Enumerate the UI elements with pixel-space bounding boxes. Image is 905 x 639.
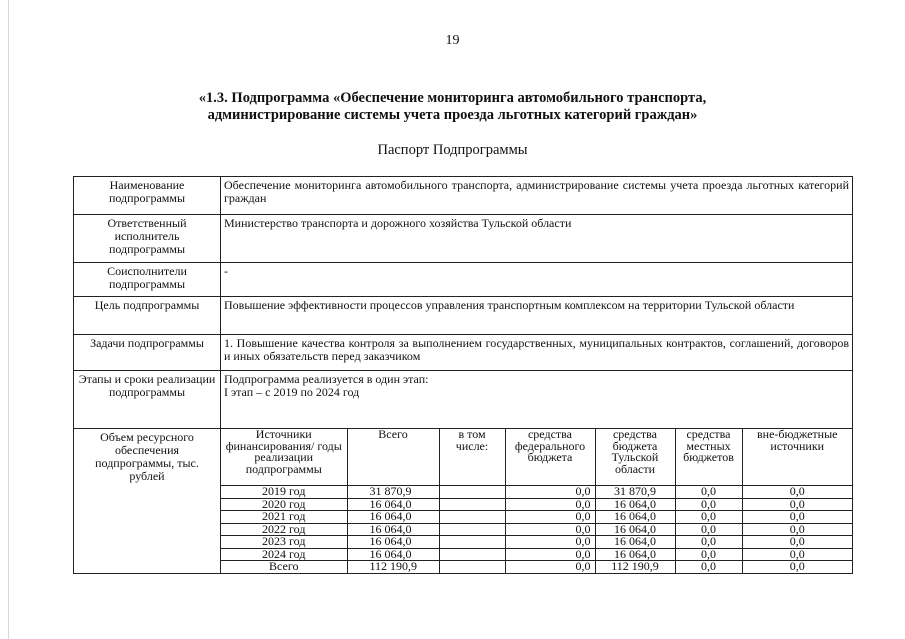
cell-federal: 0,0 — [505, 523, 595, 536]
cell-regional: 16 064,0 — [595, 498, 675, 511]
cell-total: 16 064,0 — [347, 523, 439, 536]
scan-edge-line — [8, 0, 9, 639]
cell-year: 2024 год — [221, 548, 347, 561]
header-federal: средства федерального бюджета — [505, 429, 595, 486]
header-total: Всего — [347, 429, 439, 486]
cell-federal: 0,0 — [505, 536, 595, 549]
funding-year-row — [221, 486, 852, 499]
label-funding: Объем ресурсного обеспечения подпрограммы, тыс. рублей — [74, 429, 221, 574]
cell-total: 16 064,0 — [347, 498, 439, 511]
cell-total: 31 870,9 — [347, 486, 439, 499]
page-number: 19 — [445, 33, 460, 48]
funding-year-row — [221, 536, 852, 549]
label-stages: Этапы и сроки реализации подпрограммы — [74, 371, 221, 429]
cell-federal: 0,0 — [505, 511, 595, 524]
passport-heading: Паспорт Подпрограммы — [377, 142, 528, 158]
cell-extra: 0,0 — [742, 561, 852, 573]
funding-year-row — [221, 548, 852, 561]
cell-regional: 16 064,0 — [595, 523, 675, 536]
row-executor — [74, 215, 853, 263]
cell-year: 2022 год — [221, 523, 347, 536]
label-name: Наименование подпрограммы — [74, 177, 221, 215]
cell-total: 16 064,0 — [347, 511, 439, 524]
row-name — [74, 177, 853, 215]
cell-year: 2020 год — [221, 498, 347, 511]
cell-extra: 0,0 — [742, 523, 852, 536]
cell-extra: 0,0 — [742, 486, 852, 499]
passport-table — [73, 176, 853, 574]
label-coexecutors: Соисполнители подпрограммы — [74, 263, 221, 297]
funding-year-row — [221, 498, 852, 511]
cell-including — [439, 561, 505, 573]
cell-extra: 0,0 — [742, 498, 852, 511]
header-sources: Источники финансирования/ годы реализации подпрограммы — [221, 429, 347, 486]
cell-including — [439, 486, 505, 499]
label-goal: Цель подпрограммы — [74, 297, 221, 335]
funding-header-row — [221, 429, 852, 486]
header-regional: средства бюджета Тульской области — [595, 429, 675, 486]
cell-federal: 0,0 — [505, 561, 595, 573]
title-line-2: администрирование системы учета проезда льготных категорий граждан» — [207, 107, 698, 123]
header-local: средства местных бюджетов — [675, 429, 742, 486]
cell-total: 16 064,0 — [347, 548, 439, 561]
funding-year-row — [221, 511, 852, 524]
cell-regional: 112 190,9 — [595, 561, 675, 573]
cell-local: 0,0 — [675, 548, 742, 561]
cell-regional: 31 870,9 — [595, 486, 675, 499]
cell-total: 16 064,0 — [347, 536, 439, 549]
cell-federal: 0,0 — [505, 498, 595, 511]
cell-federal: 0,0 — [505, 486, 595, 499]
row-goal — [74, 297, 853, 335]
value-stages — [221, 371, 853, 429]
value-coexecutors: - — [221, 263, 853, 297]
title-line-1: «1.3. Подпрограмма «Обеспечение мониторинга автомобильного транспорта, — [198, 90, 707, 106]
cell-extra: 0,0 — [742, 511, 852, 524]
funding-cell — [221, 429, 853, 574]
cell-year: Всего — [221, 561, 347, 573]
cell-federal: 0,0 — [505, 548, 595, 561]
cell-extra: 0,0 — [742, 548, 852, 561]
cell-including — [439, 511, 505, 524]
funding-table — [221, 429, 852, 573]
cell-local: 0,0 — [675, 486, 742, 499]
cell-local: 0,0 — [675, 536, 742, 549]
cell-including — [439, 523, 505, 536]
stages-line-1: Подпрограмма реализуется в один этап: — [224, 372, 429, 386]
header-extra: вне-бюджетные источники — [742, 429, 852, 486]
stages-line-2: I этап – с 2019 по 2024 год — [224, 385, 360, 399]
cell-local: 0,0 — [675, 523, 742, 536]
cell-regional: 16 064,0 — [595, 511, 675, 524]
cell-including — [439, 536, 505, 549]
row-stages — [74, 371, 853, 429]
cell-extra: 0,0 — [742, 536, 852, 549]
cell-regional: 16 064,0 — [595, 548, 675, 561]
cell-local: 0,0 — [675, 511, 742, 524]
funding-total-row — [221, 561, 852, 573]
value-tasks: 1. Повышение качества контроля за выполнением государственных, муниципальных контрактов, соглашений, договоров и иных обязательств перед заказчиком — [221, 335, 853, 371]
cell-local: 0,0 — [675, 561, 742, 573]
cell-local: 0,0 — [675, 498, 742, 511]
row-funding — [74, 429, 853, 574]
row-coexecutors — [74, 263, 853, 297]
cell-year: 2019 год — [221, 486, 347, 499]
cell-regional: 16 064,0 — [595, 536, 675, 549]
label-tasks: Задачи подпрограммы — [74, 335, 221, 371]
cell-total: 112 190,9 — [347, 561, 439, 573]
value-executor: Министерство транспорта и дорожного хозяйства Тульской области — [221, 215, 853, 263]
value-name: Обеспечение мониторинга автомобильного транспорта, администрирование системы учета проезда льготных категорий граждан — [221, 177, 853, 215]
document-title — [120, 90, 785, 124]
header-including: в том числе: — [439, 429, 505, 486]
cell-including — [439, 548, 505, 561]
cell-year: 2021 год — [221, 511, 347, 524]
label-executor: Ответственный исполнитель подпрограммы — [74, 215, 221, 263]
value-goal: Повышение эффективности процессов управления транспортным комплексом на территории Тульской области — [221, 297, 853, 335]
cell-year: 2023 год — [221, 536, 347, 549]
funding-year-row — [221, 523, 852, 536]
row-tasks — [74, 335, 853, 371]
cell-including — [439, 498, 505, 511]
